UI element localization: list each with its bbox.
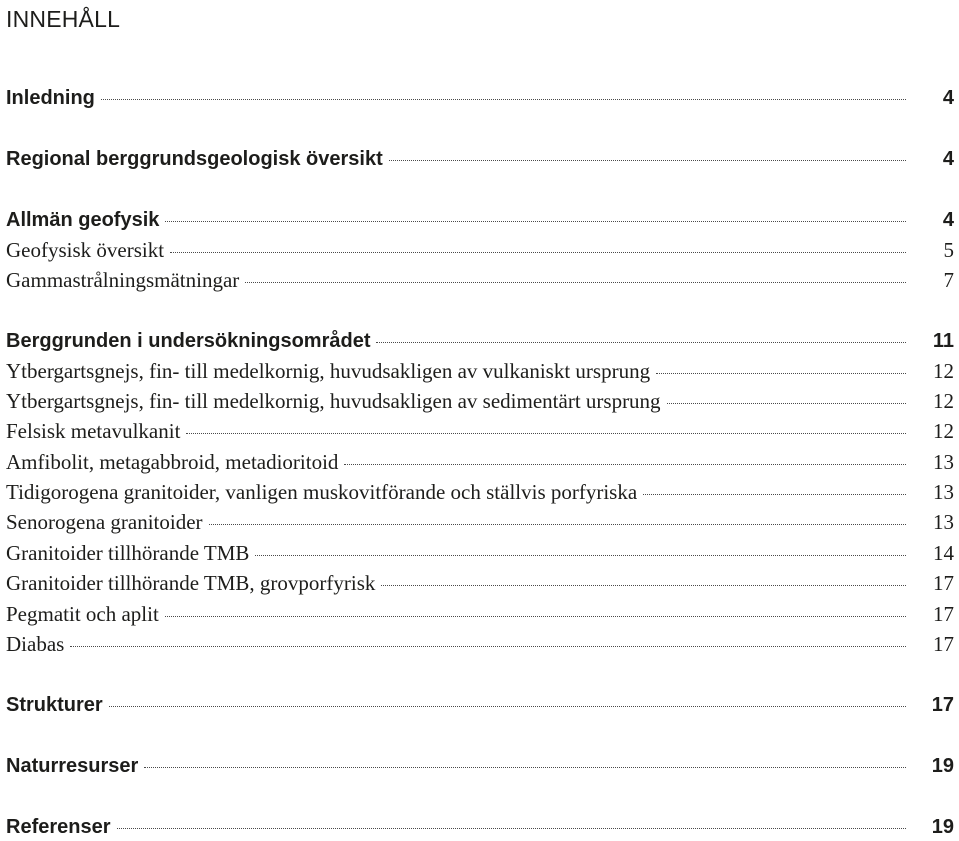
toc-entry-page-number: 4 bbox=[942, 148, 954, 170]
toc-entry[interactable] bbox=[6, 266, 954, 294]
dot-leader bbox=[186, 433, 906, 434]
toc-entry[interactable] bbox=[6, 387, 954, 415]
toc-entry-page-number: 5 bbox=[943, 238, 954, 262]
toc-entry-page-number: 19 bbox=[931, 755, 954, 777]
dot-leader bbox=[643, 494, 906, 495]
dot-leader bbox=[109, 706, 906, 707]
toc-entry[interactable] bbox=[6, 813, 954, 841]
toc-entry-page-number: 17 bbox=[931, 694, 954, 716]
toc-entry-label: Tidigorogena granitoider, vanligen muskovitförande och ställvis porfyriska bbox=[6, 480, 638, 504]
toc-entry-page-number: 12 bbox=[933, 359, 954, 383]
toc-entry-label: Naturresurser bbox=[6, 755, 139, 777]
toc-entry-label: Gammastrålningsmätningar bbox=[6, 268, 240, 292]
toc-entry-page-number: 14 bbox=[933, 541, 954, 565]
dot-leader bbox=[101, 99, 906, 100]
toc-entry-page-number: 12 bbox=[933, 419, 954, 443]
toc-entry-page-number: 4 bbox=[942, 87, 954, 109]
toc-entry-label: Granitoider tillhörande TMB, grovporfyrisk bbox=[6, 571, 376, 595]
dot-leader bbox=[165, 616, 906, 617]
toc-entry[interactable] bbox=[6, 417, 954, 445]
toc-entry-label: Amfibolit, metagabbroid, metadioritoid bbox=[6, 450, 339, 474]
toc-entry-page-number: 7 bbox=[943, 268, 954, 292]
dot-leader bbox=[389, 160, 906, 161]
dot-leader bbox=[376, 342, 906, 343]
toc-entry-label: Inledning bbox=[6, 87, 95, 109]
toc-entry[interactable] bbox=[6, 508, 954, 536]
toc-entry[interactable] bbox=[6, 327, 954, 355]
toc-entry[interactable] bbox=[6, 600, 954, 628]
toc-entry-page-number: 4 bbox=[942, 209, 954, 231]
toc-entry[interactable] bbox=[6, 691, 954, 719]
toc-entry[interactable] bbox=[6, 145, 954, 173]
toc-entry-page-number: 13 bbox=[933, 510, 954, 534]
toc-entry[interactable] bbox=[6, 206, 954, 234]
dot-leader bbox=[144, 767, 906, 768]
toc-entry-label: Allmän geofysik bbox=[6, 209, 160, 231]
dot-leader bbox=[381, 585, 906, 586]
toc-entry[interactable] bbox=[6, 448, 954, 476]
toc-entry-label: Berggrunden i undersökningsområdet bbox=[6, 330, 371, 352]
toc-entry-page-number: 17 bbox=[933, 571, 954, 595]
toc-entry[interactable] bbox=[6, 752, 954, 780]
toc-entry-label: Strukturer bbox=[6, 694, 103, 716]
toc-entry[interactable] bbox=[6, 539, 954, 567]
toc-entry[interactable] bbox=[6, 569, 954, 597]
toc-entry-label: Referenser bbox=[6, 816, 111, 838]
toc-entry-page-number: 11 bbox=[932, 330, 954, 352]
toc-entry-label: Ytbergartsgnejs, fin- till medelkornig, huvudsakligen av vulkaniskt ursprung bbox=[6, 359, 651, 383]
dot-leader bbox=[165, 221, 906, 222]
dot-leader bbox=[245, 282, 906, 283]
dot-leader bbox=[170, 252, 906, 253]
dot-leader bbox=[117, 828, 906, 829]
toc-entry-page-number: 17 bbox=[933, 602, 954, 626]
dot-leader bbox=[209, 524, 906, 525]
toc-entry-page-number: 19 bbox=[931, 816, 954, 838]
toc-entry[interactable] bbox=[6, 630, 954, 658]
toc-entry-page-number: 17 bbox=[933, 632, 954, 656]
toc-entry-label: Geofysisk översikt bbox=[6, 238, 165, 262]
toc-entry-page-number: 12 bbox=[933, 389, 954, 413]
toc-entry[interactable] bbox=[6, 478, 954, 506]
toc-entry-label: Ytbergartsgnejs, fin- till medelkornig, huvudsakligen av sedimentärt ursprung bbox=[6, 389, 661, 413]
dot-leader bbox=[656, 373, 906, 374]
toc-entry[interactable] bbox=[6, 84, 954, 112]
dot-leader bbox=[255, 555, 906, 556]
toc-entry-label: Felsisk metavulkanit bbox=[6, 419, 181, 443]
toc-entry-page-number: 13 bbox=[933, 480, 954, 504]
toc-entry[interactable] bbox=[6, 236, 954, 264]
toc-entry-label: Granitoider tillhörande TMB bbox=[6, 541, 250, 565]
toc-entry-page-number: 13 bbox=[933, 450, 954, 474]
toc-entry-label: Pegmatit och aplit bbox=[6, 602, 159, 626]
dot-leader bbox=[667, 403, 906, 404]
dot-leader bbox=[344, 464, 906, 465]
toc-entry-label: Diabas bbox=[6, 632, 65, 656]
dot-leader bbox=[70, 646, 906, 647]
toc-entry-label: Senorogena granitoider bbox=[6, 510, 203, 534]
toc-entry-label: Regional berggrundsgeologisk översikt bbox=[6, 148, 383, 170]
page-title: INNEHÅLL bbox=[6, 6, 121, 32]
toc-entry[interactable] bbox=[6, 357, 954, 385]
